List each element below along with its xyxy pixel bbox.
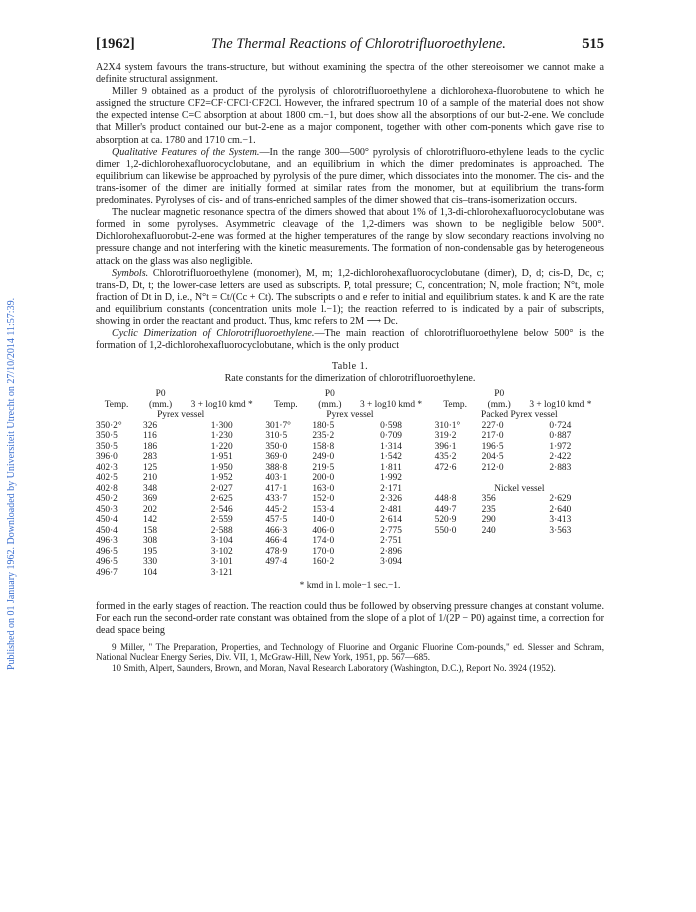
temp-cell: 402·8	[96, 483, 118, 494]
temp-cell	[435, 547, 476, 558]
vessel-label: Pyrex vessel	[326, 410, 374, 421]
temp-cell: 457·5	[265, 515, 288, 526]
table-row	[96, 421, 604, 432]
rate-cell: 1·300	[210, 420, 233, 431]
rate-cell: 2·751	[380, 536, 402, 547]
rate-cell: 2·481	[380, 504, 402, 515]
rate-cell: 2·775	[380, 525, 402, 536]
table-row	[96, 557, 604, 568]
rate-cell	[517, 557, 604, 568]
table-row	[96, 547, 604, 558]
rate-cell: 3·101	[210, 557, 233, 568]
rate-cell: 2·559	[210, 515, 233, 526]
rate-cell: 0·709	[380, 431, 402, 442]
header-title: The Thermal Reactions of Chlorotrifluoroethylene.	[210, 36, 506, 52]
rate-cell: 3·104	[210, 536, 233, 547]
temp-cell: 435·2	[434, 452, 457, 463]
rate-cell	[517, 547, 604, 558]
table-subcaption: Rate constants for the dimerization of chlorotrifluoroethylene.	[224, 373, 476, 385]
rate-cell: 2·640	[549, 504, 572, 515]
footnote-9: 9 Miller, " The Preparation, Properties, and Technology of Fluorine and Organic Fluorine Com-pounds," ed. Slesser and Schram, National Nuclear Energy Series, Div. VII, 1, McGraw-Hill, New York, 1951, pp. 567—685.	[96, 641, 604, 663]
pressure-cell	[306, 568, 347, 579]
temp-cell: 369·0	[265, 452, 288, 463]
table-footnote: * kmd in l. mole−1 sec.−1.	[299, 581, 401, 592]
rate-cell: 1·972	[549, 441, 572, 452]
rate-cell: 2·588	[210, 525, 233, 536]
table-row	[96, 505, 604, 516]
rate-cell: 3·413	[549, 515, 572, 526]
temp-cell: 450·4	[96, 525, 118, 536]
column-header-temp: Temp.	[443, 399, 467, 410]
column-header-temp: Temp.	[104, 399, 129, 410]
rate-cell: 1·992	[380, 473, 402, 484]
rate-cell: 1·220	[210, 441, 233, 452]
rate-cell: 2·614	[380, 515, 402, 526]
pressure-cell: 104	[143, 567, 158, 578]
rate-cell: 2·422	[549, 452, 572, 463]
temp-cell: 433·7	[265, 494, 288, 505]
temp-cell	[435, 536, 476, 547]
pressure-cell: 153·4	[312, 504, 335, 515]
temp-cell: 388·8	[265, 462, 288, 473]
temp-cell: 396·0	[96, 452, 118, 463]
paragraph-3-text: —In the range 300—500° pyrolysis of chlorotrifluoro-ethylene leads to the cyclic dimer 1,2-dichlorohexafluorocyclobutane, and an equilibrium in which the dimer predominates is approached. The equilibrium can likewise be approached by pyrolysis of the pure dimer, which dissociates into the monomer. The cis- and the trans-isomer of the dimer are initially formed at similar rates from the monomer, but at equilibrium the trans-form predominates. Pyrolyses of cis- and of trans-enriched samples of the dimer showed that cis–trans-isomerization occurs.	[96, 146, 605, 207]
pressure-cell: 195	[143, 546, 158, 557]
rate-cell: 1·230	[210, 431, 233, 442]
temp-cell: 402·5	[96, 473, 118, 484]
pressure-cell: 356	[481, 494, 496, 505]
table-row	[96, 526, 604, 537]
header-year: [1962]	[96, 36, 135, 52]
pressure-cell: 202	[143, 504, 158, 515]
download-watermark-text: Published on 01 January 1962. Downloaded by Universiteit Utrecht on 27/10/2014 11:57:39.	[6, 297, 17, 670]
table-row	[96, 494, 604, 505]
paragraph-5	[96, 268, 604, 328]
pressure-cell: 186	[143, 441, 158, 452]
column-header-p0: P0	[155, 389, 166, 400]
running-head	[96, 36, 604, 53]
pressure-cell: 330	[143, 557, 158, 568]
pressure-cell	[476, 568, 517, 579]
temp-cell: 496·5	[96, 557, 118, 568]
rate-cell: 3·121	[210, 567, 233, 578]
header-spacer	[96, 389, 137, 400]
temp-cell: 520·9	[434, 515, 457, 526]
column-header-temp: Temp.	[274, 399, 298, 410]
temp-cell: 450·2	[96, 494, 118, 505]
column-header-mm: (mm.)	[318, 399, 342, 410]
temp-cell	[435, 473, 476, 484]
temp-cell: 350·5	[96, 431, 118, 442]
temp-cell: 350·2°	[96, 420, 122, 431]
temp-cell: 445·2	[265, 504, 288, 515]
temp-cell: 478·9	[265, 546, 288, 557]
temp-cell: 450·4	[96, 515, 118, 526]
temp-cell: 319·2	[434, 431, 457, 442]
rate-cell: 1·951	[210, 452, 233, 463]
table-vessel-row	[96, 410, 604, 421]
rate-cell: 2·625	[210, 494, 233, 505]
header-spacer	[347, 389, 434, 400]
temp-cell: 449·7	[434, 504, 457, 515]
temp-cell: 472·6	[434, 462, 457, 473]
page	[96, 36, 604, 674]
header-spacer	[178, 389, 265, 400]
temp-cell: 466·4	[265, 536, 288, 547]
table-row	[96, 473, 604, 484]
vessel-label: Pyrex vessel	[157, 410, 205, 421]
temp-cell: 310·1°	[434, 420, 461, 431]
rate-cell: 2·326	[380, 494, 402, 505]
pressure-cell: 142	[143, 515, 158, 526]
pressure-cell: 227·0	[481, 420, 504, 431]
column-header-p0: P0	[494, 389, 505, 400]
vessel-label: Nickel vessel	[494, 483, 545, 494]
rate-cell	[517, 473, 604, 484]
column-header-rate: 3 + log10 kmd *	[359, 399, 423, 410]
column-header-rate: 3 + log10 kmd *	[529, 399, 592, 410]
temp-cell: 466·3	[265, 525, 288, 536]
rate-cell	[517, 536, 604, 547]
pressure-cell: 249·0	[312, 452, 335, 463]
pressure-cell: 369	[143, 494, 158, 505]
rate-cell: 0·598	[380, 420, 402, 431]
paragraph-2: Miller 9 obtained as a product of the pyrolysis of chlorotrifluoroethylene a dichlorohexa-fluorobutene to which he assigned the structure CF2=CF·CFCl·CF2Cl. However, the infrared spectrum 10 of a sample of the material does not show the expected intense C=C absorption at about 1800 cm.−1, but does show all the absorptions of our but-2-ene. We conclude that Miller's product contained our but-2-ene as a major component, together with other com-ponents which gave rise to absorption at ca. 1780 and 1710 cm.−1.	[96, 86, 604, 146]
temp-cell: 310·5	[265, 431, 288, 442]
temp-cell: 417·1	[265, 483, 288, 494]
pressure-cell: 174·0	[312, 536, 335, 547]
pressure-cell: 406·0	[312, 525, 335, 536]
pressure-cell	[476, 536, 517, 547]
pressure-cell: 290	[481, 515, 496, 526]
pressure-cell: 200·0	[312, 473, 335, 484]
table-row	[96, 484, 604, 495]
pressure-cell: 180·5	[312, 420, 335, 431]
table-row	[96, 431, 604, 442]
temp-cell: 450·3	[96, 504, 118, 515]
pressure-cell: 212·0	[481, 462, 504, 473]
temp-cell: 403·1	[265, 473, 288, 484]
rate-cell: 1·811	[380, 462, 402, 473]
temp-cell: 301·7°	[265, 420, 291, 431]
pressure-cell: 160·2	[312, 557, 335, 568]
temp-cell	[435, 557, 476, 568]
pressure-cell: 240	[481, 525, 496, 536]
pressure-cell: 170·0	[312, 546, 335, 557]
rate-cell: 3·563	[549, 525, 572, 536]
header-spacer	[435, 389, 476, 400]
temp-cell: 497·4	[265, 557, 288, 568]
pressure-cell: 125	[143, 462, 158, 473]
footnote-10: 10 Smith, Alpert, Saunders, Brown, and Moran, Naval Research Laboratory (Washington, D.C.), Report No. 3924 (1952).	[112, 662, 556, 673]
pressure-cell: 283	[143, 452, 158, 463]
header-spacer	[265, 389, 306, 400]
pressure-cell: 204·5	[481, 452, 504, 463]
header-page-number: 515	[582, 36, 604, 52]
rate-cell: 2·883	[549, 462, 572, 473]
pressure-cell: 158	[143, 525, 158, 536]
temp-cell: 350·5	[96, 441, 118, 452]
paragraph-4: The nuclear magnetic resonance spectra of the dimers showed that about 1% of 1,3-di-chlorohexafluorocyclobutane was formed in some pyrolyses. Asymmetric cleavage of the 1,2-dimers was shown to be negligible below 500°. Dichlorohexafluorobut-2-ene was formed at the higher temperatures of the range by slow secondary reactions involving no pressure change and not interfering with the kinetic measurements. The formation of non-condensable gas by heterogeneous attack on the glass was also negligible.	[96, 207, 604, 267]
temp-cell: 550·0	[434, 525, 457, 536]
pressure-cell: 235·2	[312, 431, 335, 442]
paragraph-3	[96, 147, 604, 207]
table-row	[96, 452, 604, 463]
pressure-cell: 326	[143, 420, 158, 431]
table-row	[96, 568, 604, 579]
pressure-cell	[476, 547, 517, 558]
vessel-label: Packed Pyrex vessel	[481, 410, 558, 421]
paragraph-3-heading: Qualitative Features of the System.	[112, 146, 260, 158]
rate-cell: 2·027	[210, 483, 233, 494]
pressure-cell: 348	[143, 483, 158, 494]
pressure-cell: 163·0	[312, 483, 335, 494]
pressure-cell: 140·0	[312, 515, 335, 526]
table-row	[96, 463, 604, 474]
rate-cell: 3·094	[380, 557, 402, 568]
pressure-cell: 210	[143, 473, 158, 484]
paragraph-5-heading: Symbols.	[112, 267, 149, 279]
pressure-cell: 308	[143, 536, 158, 547]
rate-cell: 2·171	[380, 483, 402, 494]
header-spacer	[517, 389, 604, 400]
temp-cell	[435, 568, 476, 579]
temp-cell: 496·5	[96, 546, 118, 557]
rate-cell: 0·887	[549, 431, 572, 442]
pressure-cell: 152·0	[312, 494, 335, 505]
pressure-cell: 158·8	[312, 441, 335, 452]
table-header-row	[96, 400, 604, 411]
table-row	[96, 442, 604, 453]
temp-cell: 496·7	[96, 567, 118, 578]
temp-cell: 448·8	[434, 494, 457, 505]
table-caption: Table 1.	[331, 361, 369, 373]
pressure-cell: 235	[481, 504, 496, 515]
pressure-cell: 219·5	[312, 462, 335, 473]
paragraph-5-text: Chlorotrifluoroethylene (monomer), M, m; 1,2-dichlorohexafluorocyclobutane (dimer), D, d; cis-D, Dc, c; trans-D, Dt, t; the lower-case letters are used as subscripts. P, total pressure; C, concentration; N, mole fraction; N°t, mole fraction of Dt in D, i.e., N°t = Ct/(Cc + Ct). The subscripts o and e refer to initial and equilibrium states. k and K are the rate and equilibrium constants (concentration units mole l.−1); the reaction referred to is indicated by a pair of subscripts, showing in order the reactant and product. Thus, kmc refers to 2M ⟶ Dc.	[96, 267, 604, 327]
table-header-row	[96, 389, 604, 400]
pressure-cell: 217·0	[481, 431, 504, 442]
rate-cell: 3·102	[210, 546, 233, 557]
column-header-p0: P0	[324, 389, 335, 400]
temp-cell: 396·1	[434, 441, 457, 452]
temp-cell: 350·0	[265, 441, 288, 452]
column-header-rate: 3 + log10 kmd *	[190, 399, 253, 410]
rate-cell: 2·546	[210, 504, 233, 515]
rate-cell: 1·542	[380, 452, 402, 463]
rate-cell	[517, 568, 604, 579]
column-header-mm: (mm.)	[148, 399, 173, 410]
rate-cell: 2·896	[380, 546, 402, 557]
table-row	[96, 536, 604, 547]
rate-cell: 2·629	[549, 494, 572, 505]
pressure-cell: 116	[143, 431, 157, 442]
rate-cell: 1·950	[210, 462, 233, 473]
table-row	[96, 515, 604, 526]
paragraph-1: A2X4 system favours the trans-structure, but without examining the spectra of the other stereoisomer we cannot make a definite structural assignment.	[96, 62, 604, 86]
temp-cell	[265, 568, 306, 579]
rate-cell: 1·314	[380, 441, 402, 452]
paragraph-6	[96, 328, 604, 352]
pressure-cell	[476, 473, 517, 484]
column-header-mm: (mm.)	[487, 399, 511, 410]
paragraph-7: formed in the early stages of reaction. The reaction could thus be followed by observing pressure changes at constant volume. For each run the second-order rate constant was obtained from the slope of a plot of 1/(2P − P0) against time, a correction for dead space being	[96, 601, 604, 637]
temp-cell: 402·3	[96, 462, 118, 473]
paragraph-6-text: —The main reaction of chlorotrifluoroethylene below 500° is the formation of 1,2-dichlorohexafluorocyclobutane, which is the only product	[96, 328, 604, 352]
footnotes	[96, 642, 604, 674]
rate-cell: 0·724	[549, 420, 572, 431]
rate-cell: 1·952	[210, 473, 233, 484]
pressure-cell	[476, 557, 517, 568]
pressure-cell: 196·5	[481, 441, 504, 452]
temp-cell: 496·3	[96, 536, 118, 547]
rate-constants-table	[96, 389, 604, 578]
download-watermark	[6, 110, 20, 670]
paragraph-6-heading: Cyclic Dimerization of Chlorotrifluoroethylene.	[112, 328, 315, 340]
rate-cell	[347, 568, 434, 579]
